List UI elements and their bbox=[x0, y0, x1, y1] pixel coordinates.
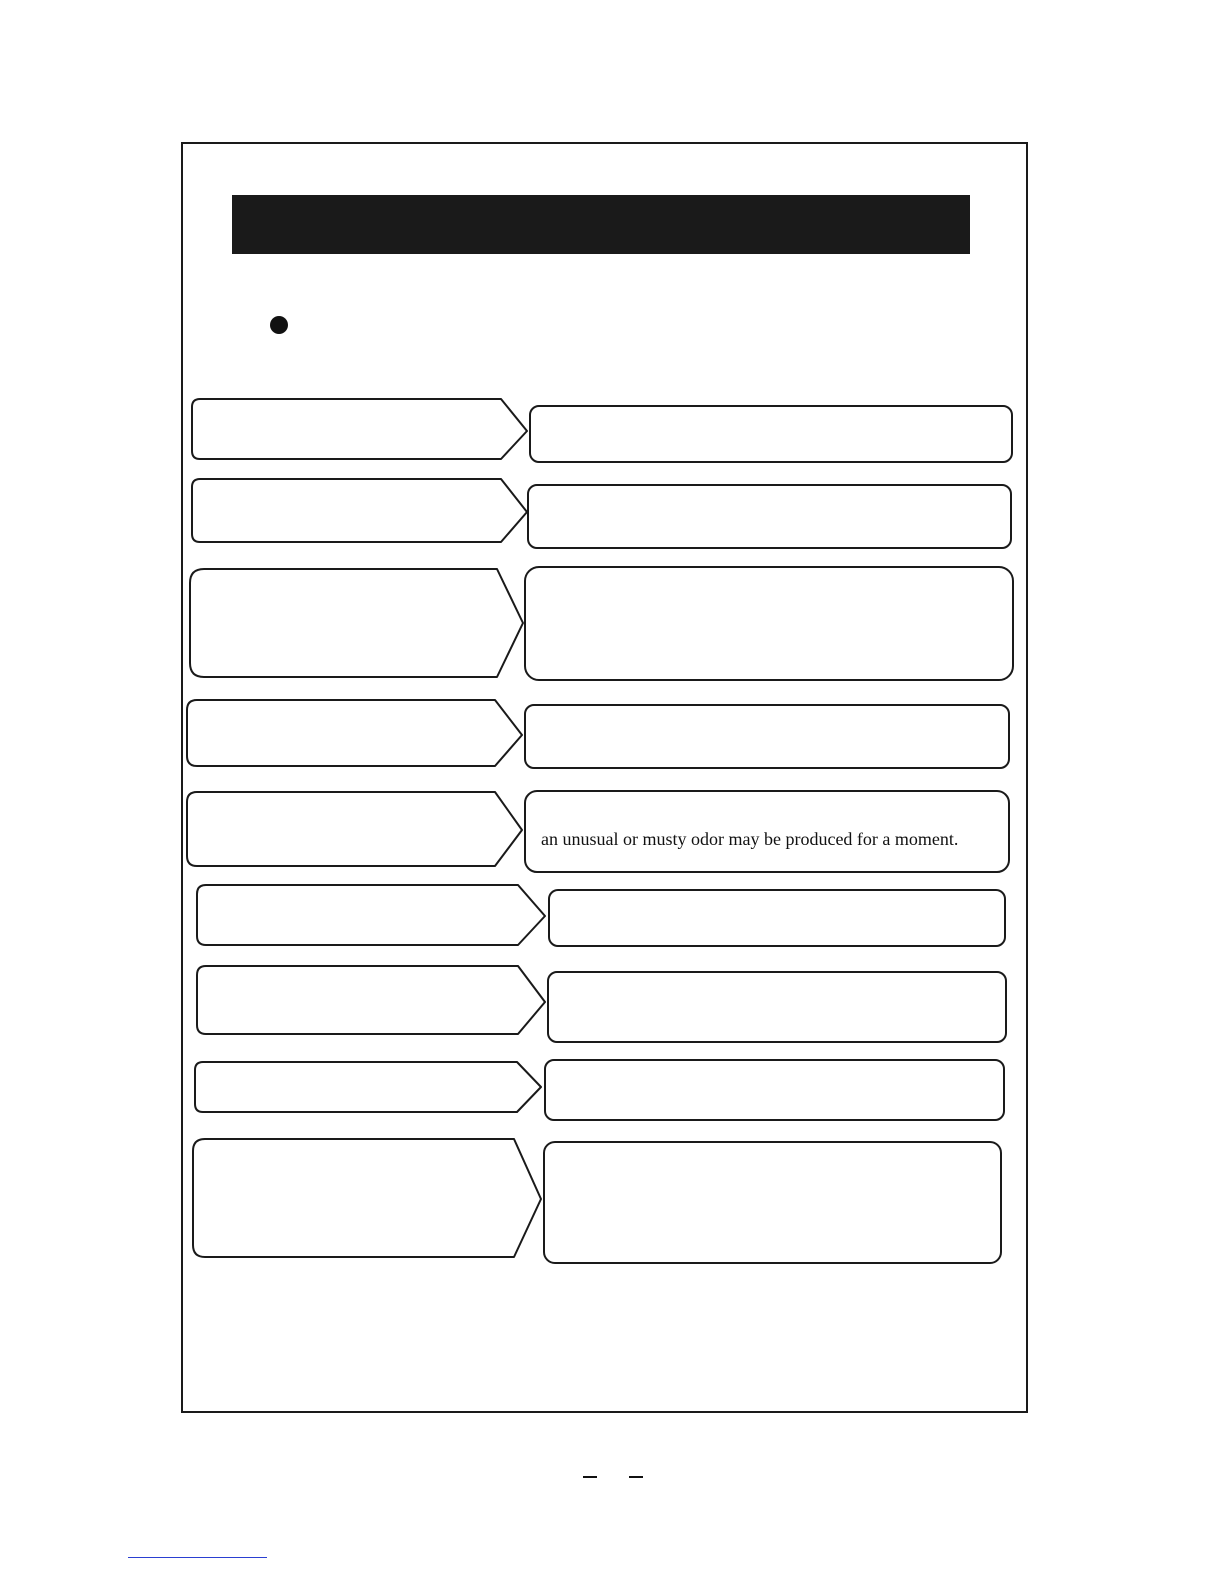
phenomenon-arrow-3 bbox=[190, 569, 523, 677]
page-number bbox=[583, 1458, 643, 1478]
page-number-dash-left bbox=[583, 1476, 597, 1478]
phenomenon-arrow-8 bbox=[195, 1062, 541, 1112]
explanation-text-5: an unusual or musty odor may be produced for a moment. bbox=[541, 829, 959, 849]
phenomenon-arrow-7 bbox=[197, 966, 545, 1034]
explanation-box-2 bbox=[528, 485, 1011, 548]
phenomenon-arrow-1 bbox=[192, 399, 527, 459]
explanation-box-6 bbox=[549, 890, 1005, 946]
explanation-box-9 bbox=[544, 1142, 1001, 1263]
explanation-box-7 bbox=[548, 972, 1006, 1042]
page-number-dash-right bbox=[629, 1476, 643, 1478]
explanation-box-1 bbox=[530, 406, 1012, 462]
explanation-box-4 bbox=[525, 705, 1009, 768]
phenomenon-arrow-9 bbox=[193, 1139, 541, 1257]
phenomenon-arrow-2 bbox=[192, 479, 527, 542]
phenomenon-arrow-6 bbox=[197, 885, 545, 945]
phenomenon-arrow-4 bbox=[187, 700, 522, 766]
phenomenon-arrow-5 bbox=[187, 792, 522, 866]
explanation-box-8 bbox=[545, 1060, 1004, 1120]
explanation-box-3 bbox=[525, 567, 1013, 680]
footer-link-underline[interactable] bbox=[128, 1556, 267, 1558]
